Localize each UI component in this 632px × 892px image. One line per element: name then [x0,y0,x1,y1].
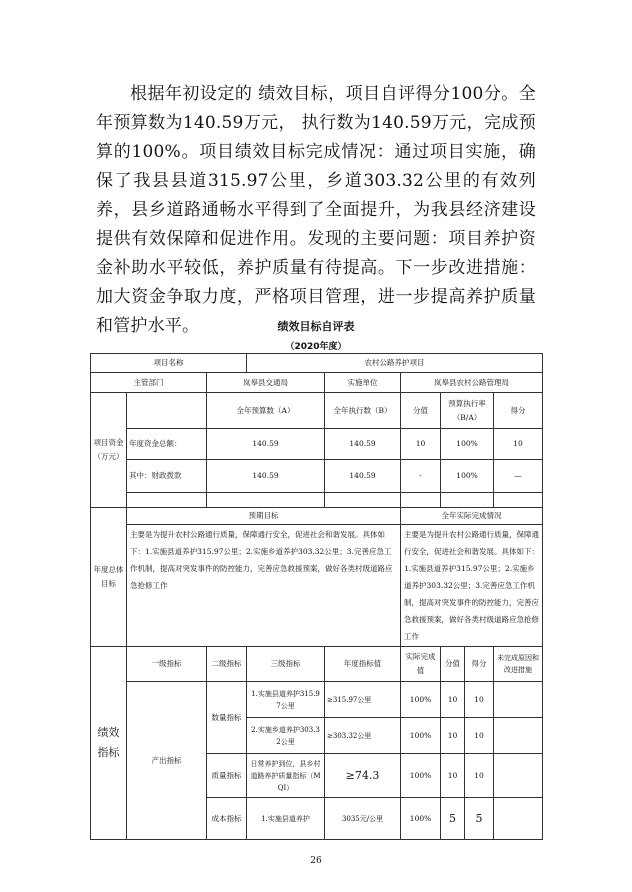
reason-header: 未完成原因和改进措施 [494,647,543,682]
table-row [91,682,543,718]
target-cell: ≥303.32公里 [325,718,401,754]
funds-rate: 100% [441,460,494,493]
impl-value: 岚皋县农村公路管理局 [401,373,543,393]
table-year: （2020年度） [285,342,347,352]
actual-cell: 100% [401,798,441,840]
level2-quantity: 数量指标 [207,682,247,754]
level1-output: 产出指标 [127,682,207,840]
exec-header: 全年执行数（B） [325,393,401,429]
page-number: 26 [310,856,322,866]
goals-header-row [91,508,543,525]
project-name-label: 项目名称 [91,354,247,373]
weight-header: 分值 [401,393,441,429]
table-row [91,460,543,493]
funds-score: — [494,460,543,493]
table-title: 绩效目标自评表 [277,320,355,333]
score-header: 得分 [494,393,543,429]
funds-rate: 100% [441,429,494,460]
score-header: 得分 [465,647,494,682]
weight-cell: 10 [441,754,465,798]
actual-goal-text: 主要是为提升农村公路通行质量，保障通行安全，促进社会和谐发展。具体如下：1.实施县道养护315.97公里；2.实施乡道养护303.32公里；3.完善应急工作机制，提高对突发事件的防控能力，完善应急救援预案，做好各类村级道路应急抢修工作 [401,525,543,647]
goals-section-label: 年度总体目标 [91,508,127,647]
department-row [91,373,543,393]
indicators-section-label: 绩效指标 [91,647,127,840]
rate-header: 预算执行率（B/A） [441,393,494,429]
summary-paragraph: 根据年初设定的 绩效目标，项目自评得分100分。全年预算数为140.59万元， 执行数为140.59万元，完成预算的100%。项目绩效目标完成情况：通过项目实施，确保了我县县道315.97公里，乡道303.32公里的有效列养，县乡道路通畅水平得到了全面提升，为我县经济建设提供有效保障和促进作用。发现的主要问题：项目养护资金补助水平较低，养护质量有待提高。下一步改进措施：加大资金争取力度，严格项目管理，进一步提高养护质量和管护水平。 [96,84,536,336]
funds-section-label: 项目资金（万元） [91,393,127,508]
dept-label: 主管部门 [91,373,207,393]
funds-row-label: 其中：财政拨款 [127,460,207,493]
level3-header: 三级指标 [247,647,325,682]
goals-content-row [91,525,543,647]
target-header: 年度指标值 [325,647,401,682]
reason-cell [494,798,543,840]
score-cell: 10 [465,718,494,754]
funds-budget: 140.59 [207,429,325,460]
level1-header: 一级指标 [127,647,207,682]
indicator-header-row [91,647,543,682]
funds-weight: 10 [401,429,441,460]
score-cell: 10 [465,754,494,798]
weight-cell: 5 [441,798,465,840]
funds-exec: 140.59 [325,460,401,493]
actual-goal-header: 全年实际完成情况 [401,508,543,525]
actual-header: 实际完成值 [401,647,441,682]
weight-cell: 10 [441,682,465,718]
actual-cell: 100% [401,754,441,798]
score-cell: 10 [465,682,494,718]
actual-cell: 100% [401,718,441,754]
weight-header: 分值 [441,647,465,682]
funds-exec: 140.59 [325,429,401,460]
actual-cell: 100% [401,682,441,718]
funds-row-label: 年度资金总额： [127,429,207,460]
table-row-empty [91,493,543,508]
expected-goal-text: 主要是为提升农村公路通行质量，保障通行安全，促进社会和谐发展。具体如下：1.实施县道养护315.97公里；2.实施乡道养护303.32公里；3.完善应急工作机制，提高对突发事件的防控能力，完善应急救援预案，做好各类村级道路应急抢修工作 [127,525,401,647]
target-cell: ≥315.97公里 [325,682,401,718]
self-evaluation-table [90,353,543,840]
funds-weight: - [401,460,441,493]
funds-budget: 140.59 [207,460,325,493]
weight-cell: 10 [441,718,465,754]
level2-header: 二级指标 [207,647,247,682]
level3-cell: 日常养护到位，县乡村道路养护质量指标（MQI） [247,754,325,798]
level2-cost: 成本指标 [207,798,247,840]
table-row [91,429,543,460]
expected-goal-header: 预期目标 [127,508,401,525]
reason-cell [494,754,543,798]
level2-quality: 质量指标 [207,754,247,798]
budget-header: 全年预算数（A） [207,393,325,429]
score-cell: 5 [465,798,494,840]
level3-cell: 1.实施县道养护315.97公里 [247,682,325,718]
impl-label: 实施单位 [325,373,401,393]
project-name-row [91,354,543,373]
target-cell: ≥74.3 [325,754,401,798]
reason-cell [494,718,543,754]
reason-cell [494,682,543,718]
level3-cell: 2.实施乡道养护303.32公里 [247,718,325,754]
dept-value: 岚皋县交通局 [207,373,325,393]
project-name-value: 农村公路养护项目 [247,354,543,373]
funds-score: 10 [494,429,543,460]
funds-header-row [91,393,543,429]
level3-cell: 1.实施县道养护 [247,798,325,840]
target-cell: 3035元/公里 [325,798,401,840]
